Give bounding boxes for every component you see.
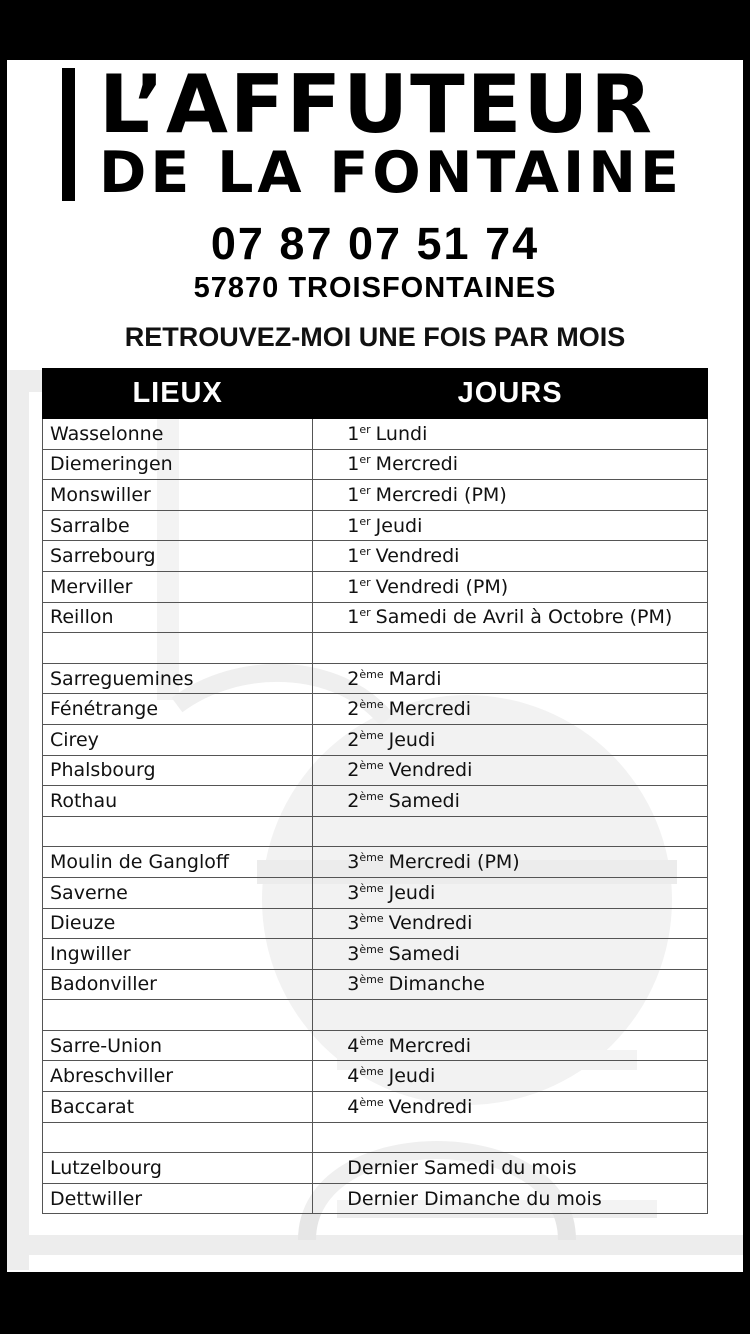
day-label: Dimanche: [388, 973, 485, 996]
ordinal-suffix: ème: [359, 942, 384, 956]
jour-cell: [313, 480, 708, 511]
day-label: Samedi: [388, 942, 460, 965]
day-label: Jeudi: [388, 1065, 436, 1088]
table-row: [43, 1183, 708, 1214]
table-row: [43, 816, 708, 847]
table-row: [43, 480, 708, 511]
day-label: Samedi de Avril à Octobre (PM): [375, 606, 673, 629]
lieu-cell: Reillon: [43, 602, 313, 633]
day-label: Lundi: [375, 422, 428, 445]
ordinal-suffix: er: [359, 483, 371, 497]
header-lieux: LIEUX: [43, 369, 313, 419]
ordinal-suffix: ème: [359, 973, 384, 987]
flyer-page: [7, 60, 743, 1272]
ordinal-number: 4: [347, 1065, 360, 1088]
lieu-cell: Badonviller: [43, 969, 313, 1000]
jour-cell: [313, 724, 708, 755]
table-row: [43, 908, 708, 939]
ordinal-suffix: ème: [359, 728, 384, 742]
jour-cell: [313, 1030, 708, 1061]
jour-cell: [313, 419, 708, 450]
ordinal-suffix: ème: [359, 851, 384, 865]
day-label: Jeudi: [388, 881, 436, 904]
table-row: [43, 847, 708, 878]
jour-cell: [313, 694, 708, 725]
logo-vertical-bar: [62, 68, 75, 201]
ordinal-number: 4: [347, 1095, 360, 1118]
day-label: Vendredi: [388, 1095, 473, 1118]
day-label: Mercredi (PM): [375, 483, 507, 506]
table-row: [43, 755, 708, 786]
ordinal-suffix: ème: [359, 698, 384, 712]
lieu-cell: Ingwiller: [43, 939, 313, 970]
ordinal-number: 1: [347, 514, 360, 537]
lieu-cell: Sarre-Union: [43, 1030, 313, 1061]
day-label: Mercredi (PM): [388, 851, 520, 874]
ordinal-suffix: er: [359, 453, 371, 467]
jour-cell: [313, 1183, 708, 1214]
ordinal-number: 1: [347, 606, 360, 629]
table-row: [43, 877, 708, 908]
day-label: Dernier Dimanche du mois: [347, 1187, 602, 1210]
table-row: [43, 1153, 708, 1184]
jour-cell: [313, 908, 708, 939]
ordinal-number: 3: [347, 942, 360, 965]
jour-cell: [313, 449, 708, 480]
ordinal-suffix: ème: [359, 759, 384, 773]
ordinal-number: 1: [347, 422, 360, 445]
tagline: RETROUVEZ-MOI UNE FOIS PAR MOIS: [124, 322, 626, 352]
day-label: Mercredi: [375, 453, 459, 476]
lieu-cell: Merviller: [43, 571, 313, 602]
jour-cell: [313, 663, 708, 694]
lieu-cell: Sarrebourg: [43, 541, 313, 572]
jour-cell: [313, 969, 708, 1000]
lieu-cell: Dettwiller: [43, 1183, 313, 1214]
ordinal-suffix: ème: [359, 1095, 384, 1109]
lieu-cell: Rothau: [43, 786, 313, 817]
jour-cell: [313, 633, 708, 664]
jour-cell: [313, 847, 708, 878]
day-label: Vendredi: [388, 912, 473, 935]
table-row: [43, 939, 708, 970]
ordinal-number: 1: [347, 545, 360, 568]
ordinal-suffix: ème: [359, 1034, 384, 1048]
ordinal-suffix: er: [359, 575, 371, 589]
lieu-cell: Wasselonne: [43, 419, 313, 450]
table-row: [43, 1030, 708, 1061]
table-row: [43, 724, 708, 755]
jour-cell: [313, 786, 708, 817]
table-row: [43, 419, 708, 450]
top-black-bar: [0, 0, 750, 60]
jour-cell: [313, 816, 708, 847]
jour-cell: [313, 510, 708, 541]
ordinal-number: 1: [347, 575, 360, 598]
lieu-cell: Saverne: [43, 877, 313, 908]
schedule-body: [43, 419, 708, 1214]
jour-cell: [313, 1092, 708, 1123]
ordinal-number: 2: [347, 698, 360, 721]
table-row: [43, 694, 708, 725]
table-row: [43, 786, 708, 817]
city-address: 57870 TROISFONTAINES: [193, 272, 557, 304]
lieu-cell: Phalsbourg: [43, 755, 313, 786]
bottom-black-bar: [0, 1272, 750, 1334]
lieu-cell: Sarralbe: [43, 510, 313, 541]
jour-cell: [313, 1122, 708, 1153]
day-label: Mardi: [388, 667, 442, 690]
ordinal-number: 2: [347, 759, 360, 782]
table-row: [43, 1122, 708, 1153]
ordinal-suffix: ème: [359, 789, 384, 803]
header-jours: JOURS: [313, 369, 708, 419]
lieu-cell: [43, 633, 313, 664]
ordinal-suffix: ème: [359, 667, 384, 681]
jour-cell: [313, 602, 708, 633]
day-label: Vendredi (PM): [375, 575, 509, 598]
ordinal-suffix: ème: [359, 912, 384, 926]
table-row: [43, 571, 708, 602]
lieu-cell: Baccarat: [43, 1092, 313, 1123]
lieu-cell: Moulin de Gangloff: [43, 847, 313, 878]
table-header-row: [43, 369, 708, 419]
table-row: [43, 541, 708, 572]
table-row: [43, 1000, 708, 1031]
jour-cell: [313, 541, 708, 572]
lieu-cell: Fénétrange: [43, 694, 313, 725]
table-row: [43, 602, 708, 633]
lieu-cell: [43, 816, 313, 847]
jour-cell: [313, 1153, 708, 1184]
brand-name-line2: DE LA FONTAINE: [99, 140, 683, 206]
ordinal-number: 2: [347, 728, 360, 751]
table-row: [43, 1061, 708, 1092]
day-label: Mercredi: [388, 698, 471, 721]
day-label: Samedi: [388, 789, 460, 812]
lieu-cell: Cirey: [43, 724, 313, 755]
ordinal-number: 4: [347, 1034, 360, 1057]
day-label: Dernier Samedi du mois: [347, 1157, 577, 1180]
jour-cell: [313, 1000, 708, 1031]
schedule-table: [42, 368, 708, 1214]
lieu-cell: Monswiller: [43, 480, 313, 511]
ordinal-suffix: ème: [359, 1065, 384, 1079]
jour-cell: [313, 1061, 708, 1092]
table-row: [43, 663, 708, 694]
day-label: Vendredi: [388, 759, 473, 782]
ordinal-number: 2: [347, 789, 360, 812]
jour-cell: [313, 939, 708, 970]
lieu-cell: [43, 1122, 313, 1153]
day-label: Jeudi: [388, 728, 436, 751]
table-row: [43, 633, 708, 664]
ordinal-number: 3: [347, 912, 360, 935]
ordinal-number: 1: [347, 453, 360, 476]
ordinal-number: 1: [347, 483, 360, 506]
lieu-cell: Abreschviller: [43, 1061, 313, 1092]
lieu-cell: [43, 1000, 313, 1031]
table-row: [43, 1092, 708, 1123]
ordinal-suffix: er: [359, 422, 371, 436]
ordinal-suffix: er: [359, 545, 371, 559]
ordinal-suffix: er: [359, 606, 371, 620]
ordinal-number: 3: [347, 881, 360, 904]
table-row: [43, 969, 708, 1000]
jour-cell: [313, 755, 708, 786]
ordinal-suffix: ème: [359, 881, 384, 895]
day-label: Jeudi: [375, 514, 423, 537]
ordinal-number: 3: [347, 973, 360, 996]
jour-cell: [313, 877, 708, 908]
ordinal-number: 3: [347, 851, 360, 874]
table-row: [43, 449, 708, 480]
phone-number: 07 87 07 51 74: [210, 218, 540, 269]
day-label: Vendredi: [375, 545, 460, 568]
brand-name-line1: L’AFFUTEUR: [99, 60, 654, 151]
lieu-cell: Diemeringen: [43, 449, 313, 480]
ordinal-suffix: er: [359, 514, 371, 528]
day-label: Mercredi: [388, 1034, 471, 1057]
jour-cell: [313, 571, 708, 602]
lieu-cell: Lutzelbourg: [43, 1153, 313, 1184]
ordinal-number: 2: [347, 667, 360, 690]
table-row: [43, 510, 708, 541]
lieu-cell: Sarreguemines: [43, 663, 313, 694]
lieu-cell: Dieuze: [43, 908, 313, 939]
